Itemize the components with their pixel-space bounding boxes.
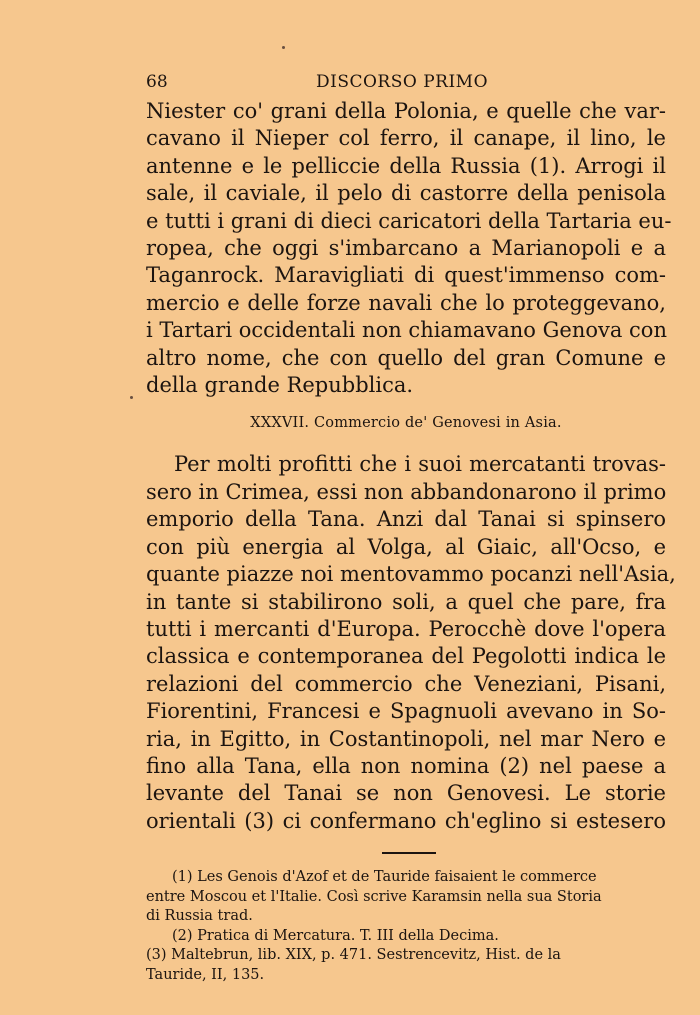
- text-line: levante del Tanai se non Genovesi. Le storie: [146, 781, 666, 806]
- text-line: altro nome, che con quello del gran Comune e: [146, 345, 666, 370]
- text-line: Taganrock. Maravigliati di quest'immenso com-: [146, 263, 666, 288]
- book-page: [146, 70, 676, 985]
- text-line: quante piazze noi mentovammo pocanzi nell'Asia,: [146, 562, 676, 587]
- text-line: orientali (3) ci confermano ch'eglino si estesero: [146, 808, 666, 833]
- footnote-divider: [382, 852, 436, 854]
- paper-speck: [130, 396, 133, 399]
- footnote-line: entre Moscou et l'Italie. Così scrive Karamsin nella sua Storia: [146, 888, 602, 905]
- footnote-line: Tauride, II, 135.: [146, 966, 265, 983]
- text-line: tutti i mercanti d'Europa. Perocchè dove l'opera: [146, 616, 666, 641]
- section-heading: XXXVII. Commercio de' Genovesi in Asia.: [250, 415, 562, 432]
- text-line: i Tartari occidentali non chiamavano Genova con: [146, 318, 667, 343]
- body-paragraph-1: [146, 98, 672, 399]
- text-line: con più energia al Volga, al Giaic, all'Ocso, e: [146, 534, 666, 559]
- text-line: della grande Repubblica.: [146, 373, 414, 398]
- text-line: classica e contemporanea del Pegolotti indica le: [146, 644, 666, 669]
- text-line: mercio e delle forze navali che lo proteggevano,: [146, 290, 666, 315]
- page-number: 68: [146, 72, 168, 92]
- text-line: ria, in Egitto, in Costantinopoli, nel mar Nero e: [146, 726, 666, 751]
- body-paragraph-2: [146, 451, 676, 835]
- text-line: Per molti profitti che i suoi mercatanti trovas-: [174, 452, 666, 477]
- running-title: DISCORSO PRIMO: [316, 72, 489, 92]
- text-line: sale, il caviale, il pelo di castorre della penisola: [146, 181, 666, 206]
- text-line: sero in Crimea, essi non abbandonarono il primo: [146, 479, 667, 504]
- text-line: fino alla Tana, ella non nomina (2) nel paese a: [146, 753, 666, 778]
- text-line: Fiorentini, Francesi e Spagnuoli avevano in So-: [146, 699, 666, 724]
- footnotes: [146, 868, 666, 985]
- footnote-line: (3) Maltebrun, lib. XIX, p. 471. Sestrencevitz, Hist. de la: [146, 947, 561, 964]
- text-line: relazioni del commercio che Veneziani, Pisani,: [146, 671, 666, 696]
- footnote-line: (2) Pratica di Mercatura. T. III della Decima.: [172, 927, 499, 944]
- text-line: cavano il Nieper col ferro, il canape, il lino, le: [146, 126, 666, 151]
- text-line: ropea, che oggi s'imbarcano a Marianopoli e a: [146, 236, 666, 261]
- text-line: Niester co' grani della Polonia, e quelle che var-: [146, 99, 666, 123]
- text-line: e tutti i grani di dieci caricatori della Tartaria eu-: [146, 208, 672, 233]
- paper-speck: [282, 46, 285, 49]
- page-header: [146, 70, 666, 98]
- footnote-line: (1) Les Genois d'Azof et de Tauride faisaient le commerce: [172, 869, 597, 886]
- text-line: antenne e le pelliccie della Russia (1). Arrogi il: [146, 153, 666, 178]
- text-line: in tante si stabilirono soli, a quel che pare, fra: [146, 589, 666, 614]
- footnote-line: di Russia trad.: [146, 908, 253, 925]
- text-line: emporio della Tana. Anzi dal Tanai si spinsero: [146, 507, 666, 532]
